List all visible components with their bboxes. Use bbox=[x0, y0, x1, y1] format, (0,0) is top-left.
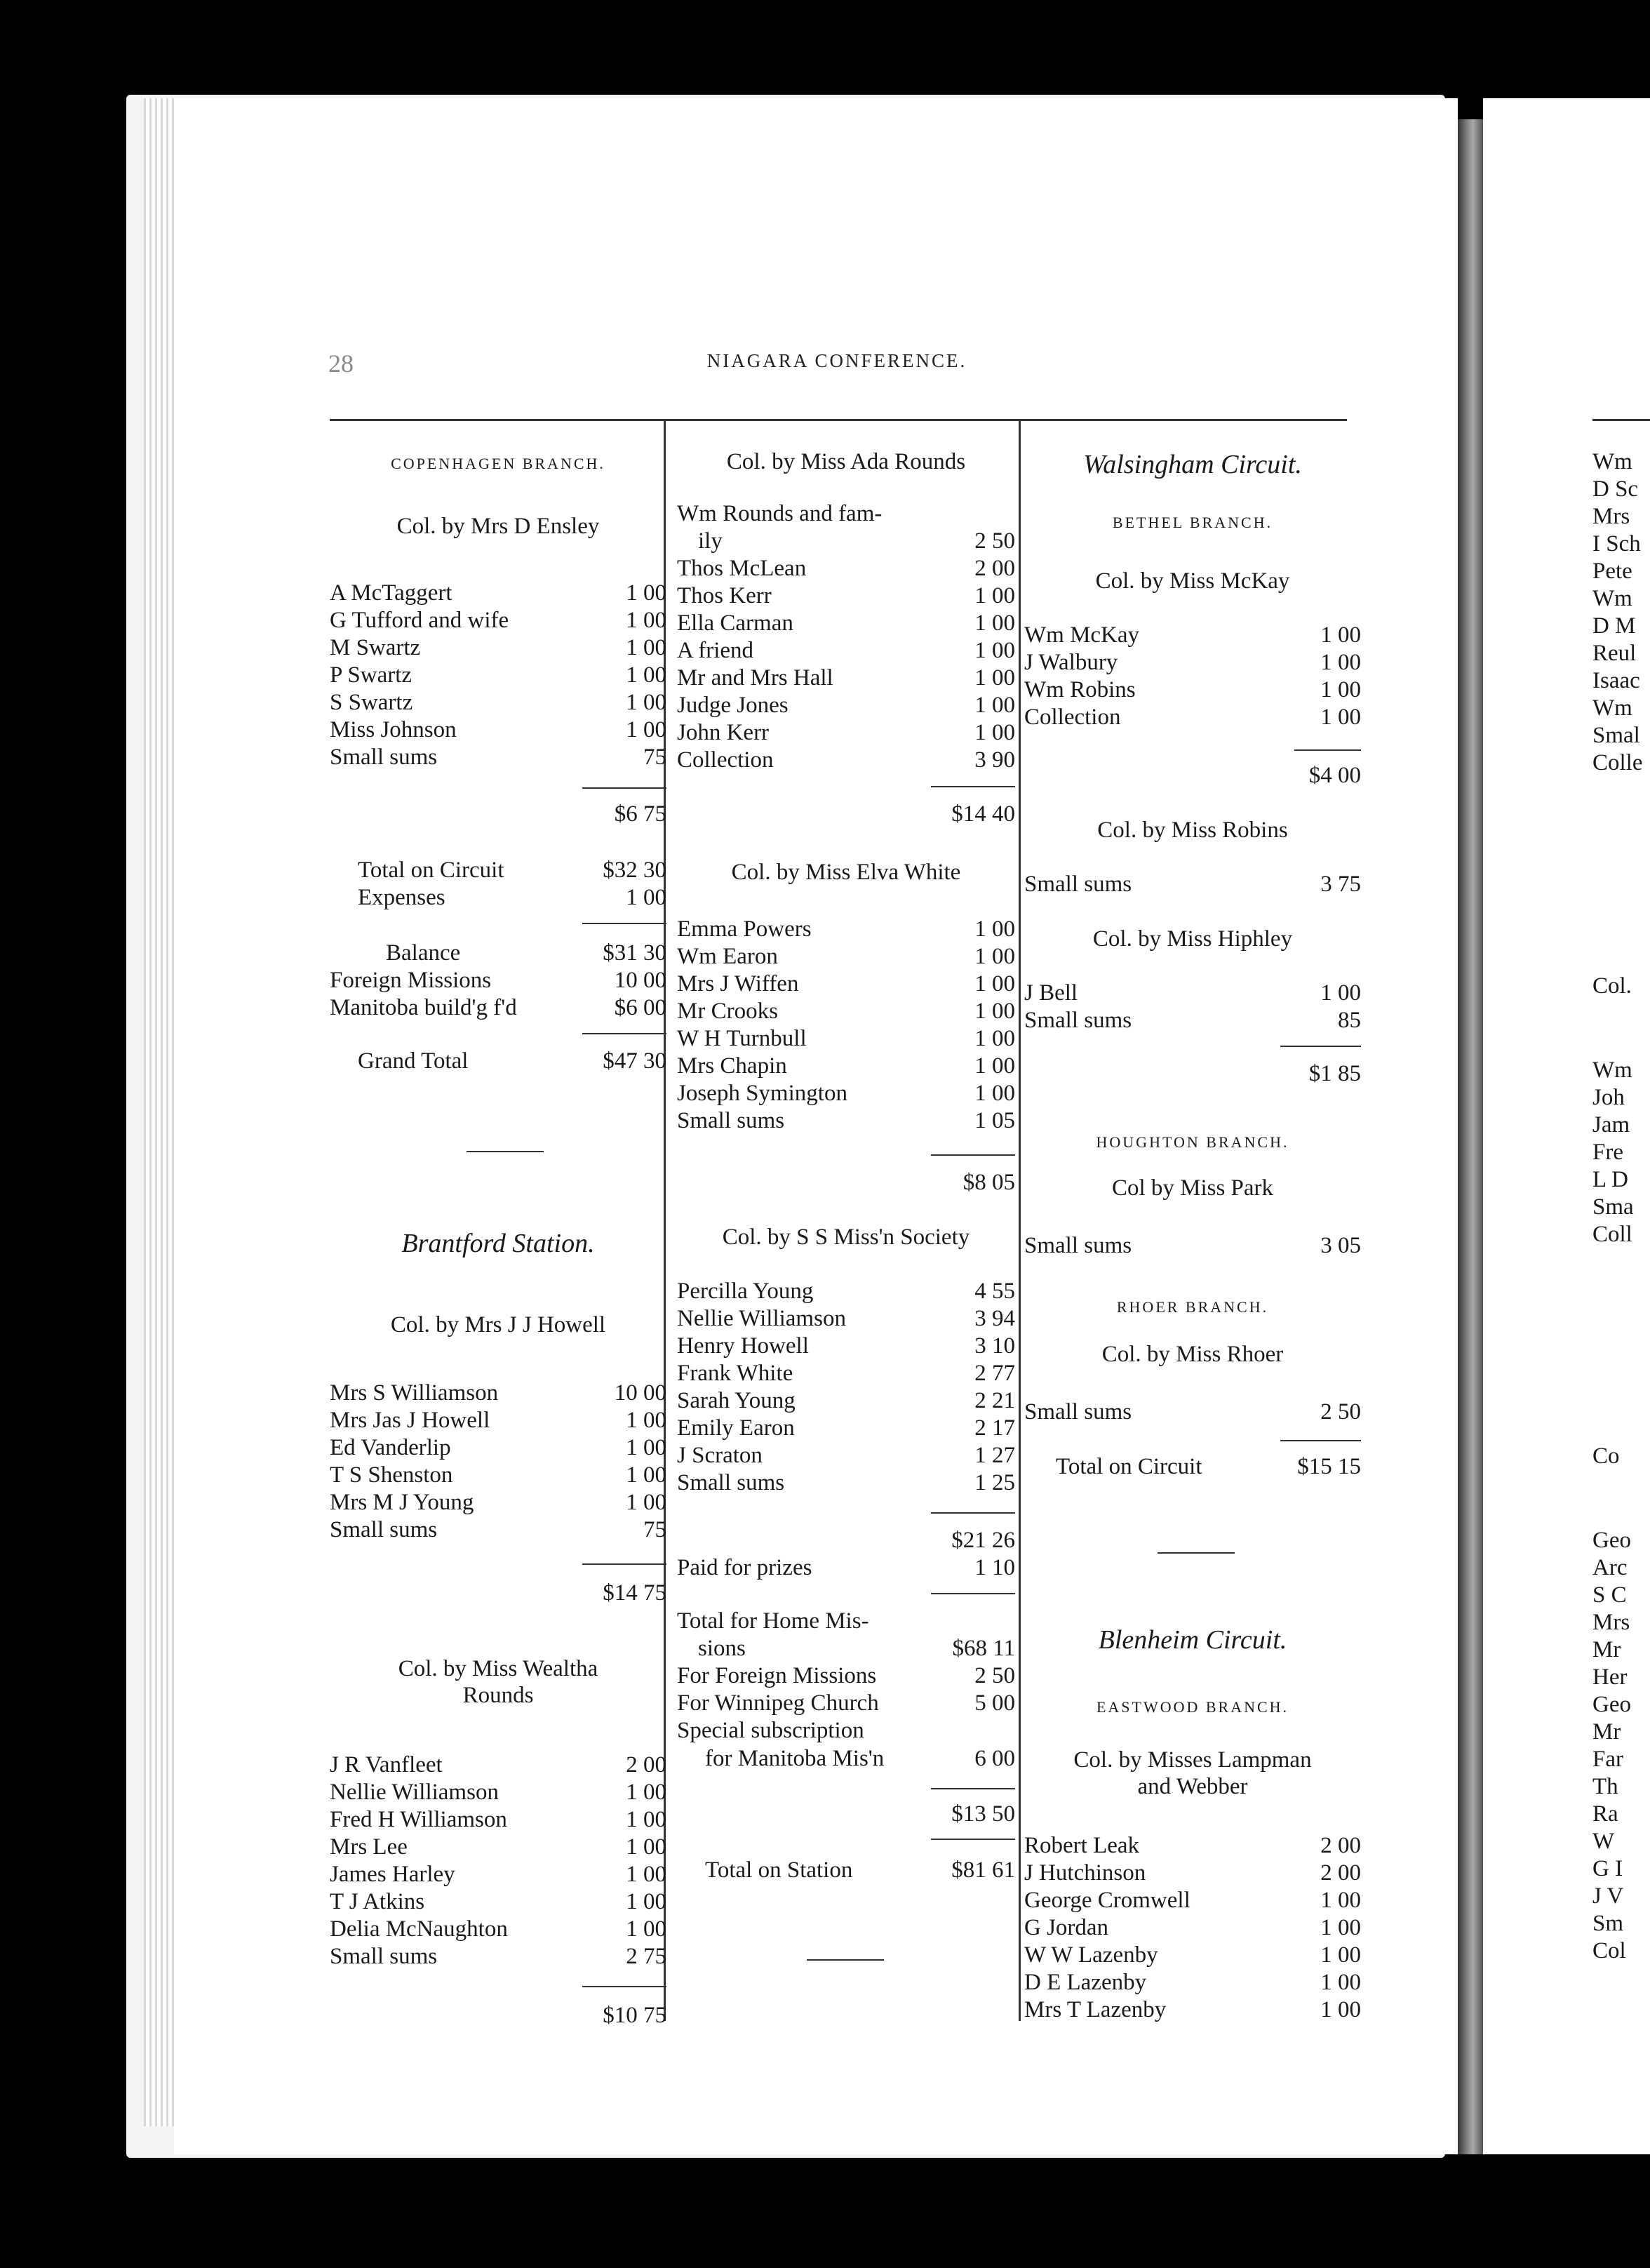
summary-row: Manitoba build'g f'd $6 00 bbox=[330, 995, 666, 1020]
list-item: T S Shenston 1 00 bbox=[330, 1462, 666, 1488]
facing-line: J V bbox=[1592, 1883, 1624, 1909]
facing-page-column bbox=[1592, 435, 1650, 2049]
collector-heading: Col by Miss Park bbox=[1111, 1175, 1274, 1201]
subtotal: $8 05 bbox=[962, 1170, 1015, 1195]
facing-line: Isaac bbox=[1592, 668, 1640, 693]
summary-row: For Foreign Missions 2 50 bbox=[677, 1663, 1015, 1688]
facing-line: Reul bbox=[1592, 641, 1637, 666]
list-item: Wm Robins 1 00 bbox=[1024, 677, 1361, 702]
list-item: G Jordan 1 00 bbox=[1024, 1915, 1361, 1940]
list-item: W W Lazenby 1 00 bbox=[1024, 1942, 1361, 1968]
summary-row: Total for Home Mis- bbox=[677, 1608, 869, 1634]
facing-line: S C bbox=[1592, 1582, 1627, 1608]
list-item: Joseph Symington 1 00 bbox=[677, 1081, 1015, 1106]
list-item: Mr Crooks 1 00 bbox=[677, 999, 1015, 1024]
list-item: J Scraton 1 27 bbox=[677, 1443, 1015, 1468]
facing-line: Far bbox=[1592, 1747, 1623, 1772]
expense-row: Paid for prizes 1 10 bbox=[677, 1555, 1015, 1580]
list-item: Mrs Lee 1 00 bbox=[330, 1834, 666, 1860]
collector-heading: Col. by Misses Lampman bbox=[1073, 1747, 1312, 1773]
list-item: Collection 3 90 bbox=[677, 747, 1015, 773]
list-item: G Tufford and wife 1 00 bbox=[330, 608, 666, 633]
summary-row: Foreign Missions 10 00 bbox=[330, 968, 666, 993]
facing-line: D M bbox=[1592, 613, 1636, 639]
list-item: Mrs M J Young 1 00 bbox=[330, 1490, 666, 1515]
collector-heading: Col. by Miss McKay bbox=[1095, 568, 1290, 594]
facing-line: Mr bbox=[1592, 1719, 1621, 1745]
facing-line: Jam bbox=[1592, 1112, 1630, 1138]
summary-row: Expenses 1 00 bbox=[358, 885, 666, 910]
list-item: J Bell 1 00 bbox=[1024, 980, 1361, 1006]
branch-heading: BETHEL BRANCH. bbox=[1112, 514, 1273, 531]
station-total: Total on Station $81 61 bbox=[705, 1857, 1015, 1883]
list-item: Nellie Williamson 3 94 bbox=[677, 1306, 1015, 1331]
sum-rule bbox=[931, 1154, 1015, 1156]
list-item: Small sums 75 bbox=[330, 745, 666, 770]
list-item: Small sums 85 bbox=[1024, 1008, 1361, 1033]
list-item: Ed Vanderlip 1 00 bbox=[330, 1435, 666, 1460]
summary-row: For Winnipeg Church 5 00 bbox=[677, 1690, 1015, 1716]
list-item: J R Vanfleet 2 00 bbox=[330, 1752, 666, 1777]
facing-line: Sm bbox=[1592, 1911, 1624, 1936]
list-item: John Kerr 1 00 bbox=[677, 720, 1015, 745]
sum-rule bbox=[931, 1593, 1015, 1594]
subtotal: $21 26 bbox=[951, 1528, 1015, 1553]
branch-heading: HOUGHTON BRANCH. bbox=[1096, 1133, 1289, 1151]
list-item: Henry Howell 3 10 bbox=[677, 1333, 1015, 1359]
list-item: Mrs Jas J Howell 1 00 bbox=[330, 1408, 666, 1433]
list-item: Thos Kerr 1 00 bbox=[677, 583, 1015, 608]
list-item: Fred H Williamson 1 00 bbox=[330, 1807, 666, 1832]
facing-line: G I bbox=[1592, 1856, 1623, 1881]
list-item: Nellie Williamson 1 00 bbox=[330, 1780, 666, 1805]
collector-heading: Col. by Miss Wealtha bbox=[398, 1656, 598, 1681]
list-item: Mr and Mrs Hall 1 00 bbox=[677, 665, 1015, 691]
collector-heading-cont: and Webber bbox=[1137, 1774, 1248, 1799]
list-item: A McTaggert 1 00 bbox=[330, 580, 666, 606]
facing-line: Th bbox=[1592, 1774, 1618, 1799]
facing-line: L D bbox=[1592, 1167, 1629, 1192]
facing-line: Co bbox=[1592, 1443, 1620, 1469]
facing-line: Wm bbox=[1592, 695, 1632, 721]
facing-line: Col. bbox=[1592, 973, 1632, 999]
list-item: Ella Carman 1 00 bbox=[677, 611, 1015, 636]
grand-total: Grand Total $47 30 bbox=[358, 1048, 666, 1074]
facing-line: D Sc bbox=[1592, 476, 1639, 502]
sum-rule bbox=[931, 1512, 1015, 1514]
facing-line: Smal bbox=[1592, 723, 1640, 748]
list-item: Wm Rounds and fam- bbox=[677, 501, 883, 526]
sum-rule bbox=[931, 1839, 1015, 1840]
collector-heading: Col. by Mrs J J Howell bbox=[390, 1312, 606, 1338]
sum-rule bbox=[582, 1563, 666, 1565]
list-item: T J Atkins 1 00 bbox=[330, 1889, 666, 1914]
list-item: Wm McKay 1 00 bbox=[1024, 622, 1361, 648]
facing-line: Arc bbox=[1592, 1555, 1628, 1580]
facing-header-rule bbox=[1592, 419, 1650, 421]
branch-heading: RHOER BRANCH. bbox=[1116, 1298, 1269, 1316]
list-item: Small sums 1 05 bbox=[677, 1108, 1015, 1133]
list-item: Small sums 75 bbox=[330, 1517, 666, 1542]
collector-heading: Col. by Mrs D Ensley bbox=[396, 514, 600, 539]
summary-row-cont: sions $68 11 bbox=[698, 1636, 1015, 1661]
list-item: J Hutchinson 2 00 bbox=[1024, 1860, 1361, 1886]
facing-line: Sma bbox=[1592, 1194, 1634, 1220]
list-item: George Cromwell 1 00 bbox=[1024, 1888, 1361, 1913]
page-title: NIAGARA CONFERENCE. bbox=[706, 350, 967, 371]
facing-line: Mrs bbox=[1592, 504, 1630, 529]
list-item: Percilla Young 4 55 bbox=[677, 1279, 1015, 1304]
subtotal: $13 50 bbox=[951, 1801, 1015, 1827]
list-item: Frank White 2 77 bbox=[677, 1361, 1015, 1386]
circuit-heading: Blenheim Circuit. bbox=[1098, 1625, 1287, 1655]
sum-rule bbox=[931, 1788, 1015, 1789]
facing-line: Ra bbox=[1592, 1801, 1618, 1827]
sum-rule bbox=[582, 787, 666, 789]
summary-row: Special subscription bbox=[677, 1718, 864, 1743]
circuit-heading: Walsingham Circuit. bbox=[1083, 450, 1302, 479]
facing-line: Mrs bbox=[1592, 1610, 1630, 1635]
list-item-cont: ily 2 50 bbox=[698, 528, 1015, 554]
facing-line: W bbox=[1592, 1829, 1615, 1854]
list-item: A friend 1 00 bbox=[677, 638, 1015, 663]
collector-heading: Col. by Miss Hiphley bbox=[1092, 926, 1293, 952]
facing-line: Geo bbox=[1592, 1528, 1631, 1553]
sum-rule bbox=[582, 1986, 666, 1987]
running-head bbox=[328, 349, 1346, 377]
list-item: J Walbury 1 00 bbox=[1024, 650, 1361, 675]
summary-row: Total on Circuit $32 30 bbox=[358, 858, 666, 883]
list-item: D E Lazenby 1 00 bbox=[1024, 1970, 1361, 1995]
facing-line: I Sch bbox=[1592, 531, 1641, 556]
list-item: Sarah Young 2 21 bbox=[677, 1388, 1015, 1413]
sum-rule bbox=[1280, 1440, 1361, 1441]
list-item: Robert Leak 2 00 bbox=[1024, 1833, 1361, 1858]
collector-heading: Col. by S S Miss'n Society bbox=[722, 1225, 970, 1250]
subtotal: $1 85 bbox=[1308, 1061, 1361, 1086]
sum-rule bbox=[582, 923, 666, 924]
list-item: Judge Jones 1 00 bbox=[677, 693, 1015, 718]
list-item: Small sums 2 75 bbox=[330, 1944, 666, 1969]
list-item: Small sums 1 25 bbox=[677, 1470, 1015, 1495]
subtotal: $14 75 bbox=[603, 1580, 666, 1606]
branch-heading: EASTWOOD BRANCH. bbox=[1096, 1698, 1289, 1716]
facing-line: Joh bbox=[1592, 1085, 1625, 1110]
collector-heading: Col. by Miss Robins bbox=[1097, 818, 1288, 843]
list-item: P Swartz 1 00 bbox=[330, 662, 666, 688]
sum-rule bbox=[931, 786, 1015, 787]
facing-line: Wm bbox=[1592, 1058, 1632, 1083]
collector-heading: Col. by Miss Rhoer bbox=[1101, 1342, 1284, 1367]
list-item: Thos McLean 2 00 bbox=[677, 556, 1015, 581]
section-divider bbox=[807, 1959, 884, 1961]
section-divider bbox=[1158, 1552, 1235, 1554]
subtotal: $6 75 bbox=[614, 801, 666, 827]
list-item: Mrs T Lazenby 1 00 bbox=[1024, 1997, 1361, 2022]
page-number: 28 bbox=[328, 349, 354, 378]
list-item: Collection 1 00 bbox=[1024, 705, 1361, 730]
list-item: James Harley 1 00 bbox=[330, 1862, 666, 1887]
subtotal: $4 00 bbox=[1308, 763, 1361, 788]
list-item: S Swartz 1 00 bbox=[330, 690, 666, 715]
list-item: Delia McNaughton 1 00 bbox=[330, 1916, 666, 1942]
list-item: Small sums 3 05 bbox=[1024, 1233, 1361, 1258]
subtotal: $10 75 bbox=[603, 2003, 666, 2028]
branch-heading: COPENHAGEN BRANCH. bbox=[391, 455, 605, 472]
subtotal: $14 40 bbox=[951, 801, 1015, 827]
list-item: Small sums 3 75 bbox=[1024, 872, 1361, 897]
list-item: Small sums 2 50 bbox=[1024, 1399, 1361, 1425]
list-item: Mrs S Williamson 10 00 bbox=[330, 1380, 666, 1406]
facing-line: Pete bbox=[1592, 559, 1632, 584]
list-item: M Swartz 1 00 bbox=[330, 635, 666, 660]
facing-line: Colle bbox=[1592, 750, 1643, 775]
sum-rule bbox=[1294, 749, 1361, 751]
section-divider bbox=[467, 1151, 544, 1152]
sum-rule bbox=[582, 1033, 666, 1034]
sum-rule bbox=[1280, 1046, 1361, 1047]
collector-heading-cont: Rounds bbox=[462, 1683, 534, 1708]
list-item: W H Turnbull 1 00 bbox=[677, 1026, 1015, 1051]
facing-line: Mr bbox=[1592, 1637, 1621, 1662]
circuit-heading: Brantford Station. bbox=[401, 1229, 595, 1258]
circuit-total: Total on Circuit $15 15 bbox=[1056, 1454, 1361, 1479]
summary-row: Balance $31 30 bbox=[386, 940, 666, 966]
facing-line: Fre bbox=[1592, 1140, 1623, 1165]
book-gutter bbox=[1458, 119, 1483, 2154]
facing-line: Coll bbox=[1592, 1222, 1632, 1247]
list-item: Emma Powers 1 00 bbox=[677, 916, 1015, 942]
collector-heading: Col. by Miss Ada Rounds bbox=[726, 449, 966, 474]
list-item: Mrs Chapin 1 00 bbox=[677, 1053, 1015, 1079]
column-rule-2 bbox=[1019, 421, 1021, 2021]
collector-heading: Col. by Miss Elva White bbox=[731, 860, 961, 885]
list-item: Mrs J Wiffen 1 00 bbox=[677, 971, 1015, 996]
summary-row-cont: for Manitoba Mis'n 6 00 bbox=[705, 1746, 1015, 1771]
list-item: Emily Earon 2 17 bbox=[677, 1415, 1015, 1441]
list-item: Miss Johnson 1 00 bbox=[330, 717, 666, 742]
header-rule bbox=[330, 419, 1347, 421]
list-item: Wm Earon 1 00 bbox=[677, 944, 1015, 969]
facing-line: Col bbox=[1592, 1938, 1626, 1963]
facing-line: Geo bbox=[1592, 1692, 1631, 1717]
facing-line: Wm bbox=[1592, 586, 1632, 611]
facing-line: Her bbox=[1592, 1665, 1628, 1690]
facing-line: Wm bbox=[1592, 449, 1632, 474]
